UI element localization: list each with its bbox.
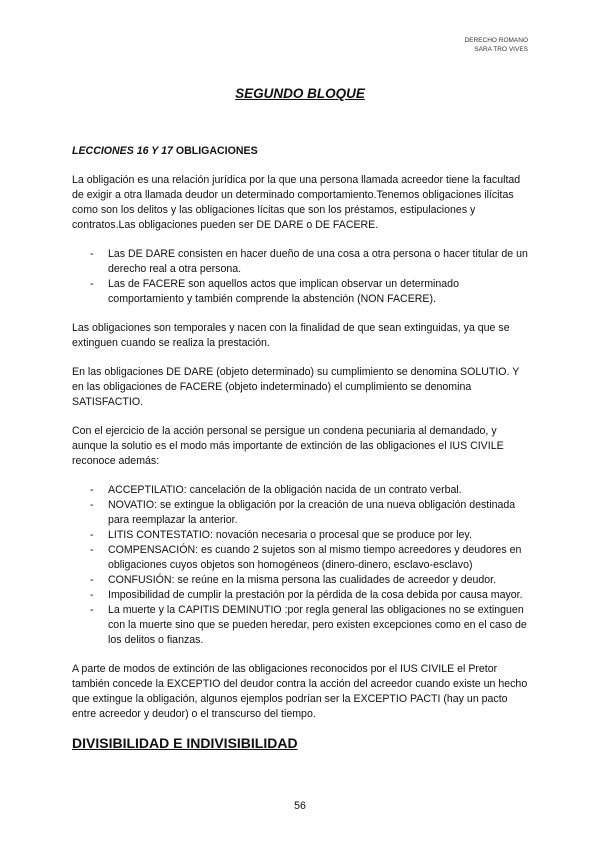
extinction-intro-paragraph: Con el ejercicio de la acción personal se persigue un condena pecuniaria al demandado, y aunque la solutio es el modo más importante de extinción de las obligaciones el IUS CIVILE reconoce además: <box>72 425 504 467</box>
pretor-paragraph: A parte de modos de extinción de las obligaciones reconocidos por el IUS CIVILE el Pretor también concede la EXCEPTIO del deudor contra la acción del acreedor cuando existe un hecho que extingue la obligación, algunos ejemplos podrían ser la EXCEPTIO PACTI (hay un pacto entre acreedor y deudor) o el transcurso del tiempo. <box>72 663 528 720</box>
dash-bullet-icon: - <box>90 589 94 601</box>
lesson-heading <box>72 144 528 159</box>
list-item-text: NOVATIO: se extingue la obligación por la creación de una nueva obligación destinada para reemplazar la anterior. <box>108 499 516 526</box>
dash-bullet-icon: - <box>90 484 94 496</box>
list-item <box>72 277 528 307</box>
header-course: DERECHO ROMANO <box>464 37 528 44</box>
list-item-text: Imposibilidad de cumplir la prestación por la pérdida de la cosa debida por causa mayor. <box>108 589 523 601</box>
dash-bullet-icon: - <box>90 529 94 541</box>
header-author: SARA TRO VIVES <box>474 46 528 53</box>
dash-bullet-icon: - <box>90 499 94 511</box>
list-item-text: CONFUSIÓN: se reúne en la misma persona las cualidades de acreedor y deudor. <box>108 574 497 586</box>
list-item-text: COMPENSACIÓN: es cuando 2 sujetos son al mismo tiempo acreedores y deudores en obligaciones cuyos objetos son homogéneos (dinero-dinero, esclavo-esclavo) <box>108 544 522 571</box>
obligation-types-list <box>72 247 528 307</box>
dash-bullet-icon: - <box>90 574 94 586</box>
list-item-text: ACCEPTILATIO: cancelación de la obligación nacida de un contrato verbal. <box>108 484 462 496</box>
list-item-text: LITIS CONTESTATIO: novación necesaria o procesal que se produce por ley. <box>108 529 472 541</box>
temporal-paragraph: Las obligaciones son temporales y nacen con la finalidad de que sean extinguidas, ya que se extinguen cuando se realiza la prestación. <box>72 322 510 349</box>
page-number: 56 <box>294 800 306 812</box>
list-item <box>72 483 528 498</box>
dash-bullet-icon: - <box>90 248 94 260</box>
section-heading: DIVISIBILIDAD E INDIVISIBILIDAD <box>72 735 298 751</box>
list-item <box>72 573 528 588</box>
running-header <box>464 36 528 54</box>
dash-bullet-icon: - <box>90 604 94 616</box>
list-item <box>72 543 528 573</box>
list-item <box>72 603 528 648</box>
lesson-heading-topic: OBLIGACIONES <box>172 145 258 157</box>
extinction-modes-list <box>72 483 528 648</box>
dash-bullet-icon: - <box>90 278 94 290</box>
list-item <box>72 498 528 528</box>
dash-bullet-icon: - <box>90 544 94 556</box>
intro-paragraph: La obligación es una relación jurídica por la que una persona llamada acreedor tiene la facultad de exigir a otra llamada deudor un determinado comportamiento.Tenemos obligaciones ilícitas como son los delitos y las obligaciones lícitas que son los préstamos, estipulaciones y contratos.Las obligaciones pueden ser DE DARE o DE FACERE. <box>72 174 521 231</box>
list-item <box>72 247 528 277</box>
list-item-text: La muerte y la CAPITIS DEMINUTIO :por regla general las obligaciones no se extinguen con la muerte sino que se pueden heredar, pero existen excepciones como en el caso de los delitos o fianzas. <box>108 604 527 646</box>
list-item-text: Las de FACERE son aquellos actos que implican observar un determinado comportamiento y también comprende la abstención (NON FACERE). <box>108 278 459 305</box>
lesson-heading-numbers: LECCIONES 16 Y 17 <box>72 145 173 157</box>
list-item <box>72 588 528 603</box>
list-item-text: Las DE DARE consisten en hacer dueño de una cosa a otra persona o hacer titular de un derecho real a otra persona. <box>108 248 528 275</box>
list-item <box>72 528 528 543</box>
fulfillment-paragraph: En las obligaciones DE DARE (objeto determinado) su cumplimiento se denomina SOLUTIO. Y en las obligaciones de FACERE (objeto indeterminado) el cumplimiento se denomina SATISFACTIO. <box>72 366 520 408</box>
page-title: SEGUNDO BLOQUE <box>235 86 365 101</box>
main-content <box>72 144 528 751</box>
